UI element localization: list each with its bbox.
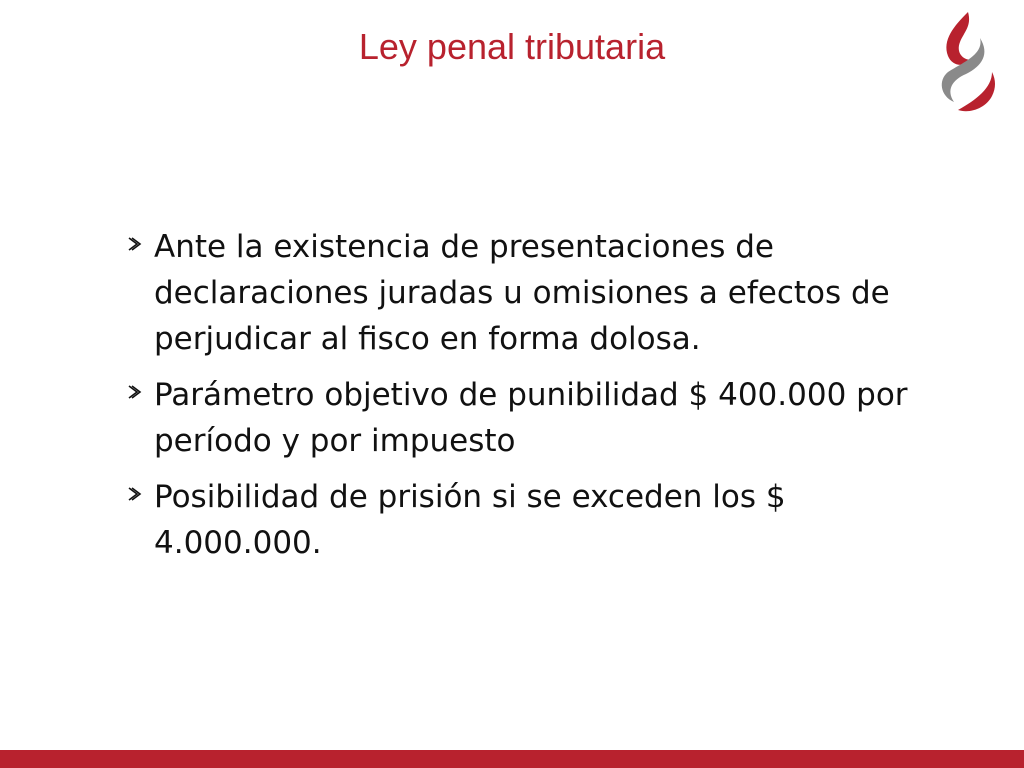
list-item — [126, 474, 926, 566]
bullet-text: Parámetro objetivo de punibilidad $ 400.000 por período y por impuesto — [154, 377, 908, 459]
footer-bar — [0, 750, 1024, 768]
arrow-bullet-icon — [126, 384, 142, 400]
list-item — [126, 224, 926, 362]
bullet-text: Ante la existencia de presentaciones de declaraciones juradas u omisiones a efectos de perjudicar al fisco en forma dolosa. — [154, 229, 890, 357]
slide-title: Ley penal tributaria — [358, 26, 666, 67]
arrow-bullet-icon — [126, 236, 142, 252]
bullet-list — [126, 224, 926, 576]
arrow-bullet-icon — [126, 486, 142, 502]
flame-logo-icon — [934, 10, 996, 116]
list-item — [126, 372, 926, 464]
bullet-text: Posibilidad de prisión si se exceden los $ 4.000.000. — [154, 479, 786, 561]
